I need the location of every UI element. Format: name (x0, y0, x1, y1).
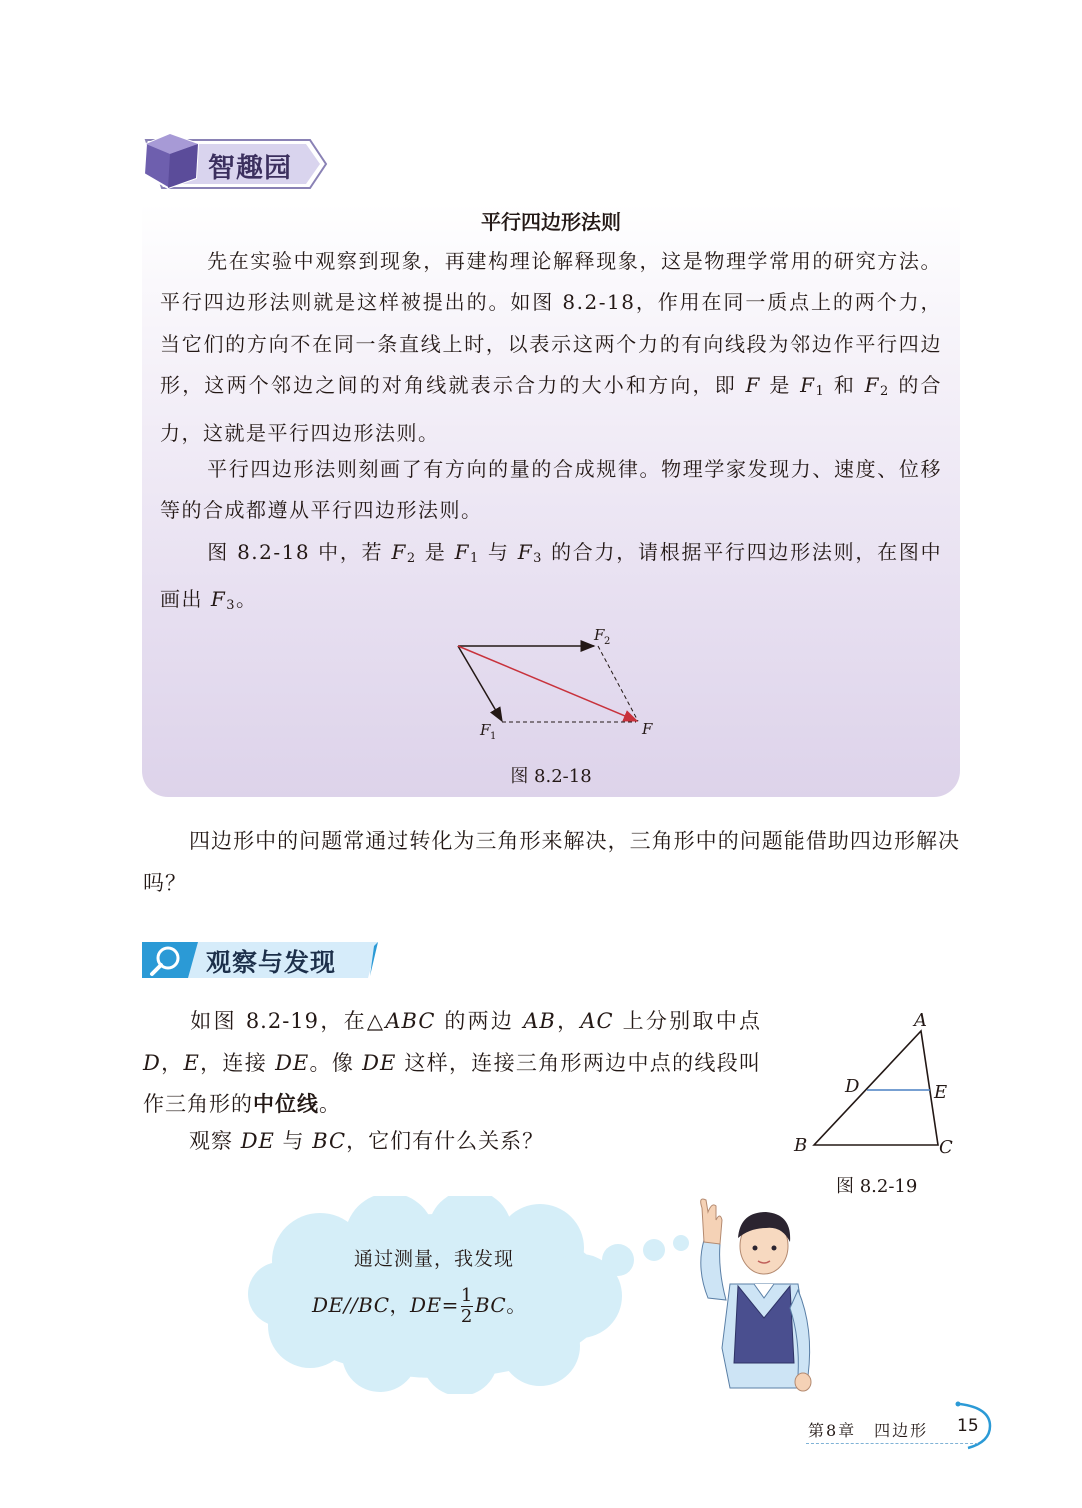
label-d: D (845, 1076, 860, 1097)
zqy-paragraph-3: 图 8.2-18 中，若 $F_2$ 是 $F_1$ 与 $F_3$ 的合力，请根据平行四边形法则，在图中画出 $F_3$。 (160, 540, 943, 614)
label-f1-sub: 1 (490, 731, 497, 742)
label-f2: F (594, 626, 605, 644)
observe-paragraph: 如图 8.2-19，在△ABC 的两边 AB，AC 上分别取中点 D，E，连接 DE。像 DE 这样，连接三角形两边中点的线段叫作三角形的中位线。 (143, 1009, 762, 1116)
label-e: E (934, 1082, 948, 1103)
dashed-side-right (598, 646, 638, 721)
student-illustration (690, 1198, 835, 1394)
vector-f1 (458, 646, 502, 721)
figure-8-2-19 (788, 1005, 960, 1160)
intro-paragraph: 四边形中的问题常通过转化为三角形来解决，三角形中的问题能借助四边形解决吗？ (143, 829, 960, 895)
cube-icon (144, 134, 198, 188)
label-c: C (939, 1137, 953, 1158)
cloud-text-line2: DE//BC，DE= $\frac{1}{2}$ BC。 (312, 1285, 527, 1327)
label-f: F (642, 720, 653, 738)
observe-question: 观察 DE 与 BC，它们有什么关系？ (189, 1129, 545, 1153)
triangle-abc (814, 1031, 938, 1145)
label-b: B (794, 1135, 808, 1156)
figure-caption-8-2-19: 图 8.2-19 (836, 1176, 918, 1197)
footer-divider (806, 1443, 978, 1444)
label-f1: F (480, 721, 491, 739)
figure-caption-8-2-18: 图 8.2-18 (510, 766, 592, 787)
fraction-one-half: $\frac{1}{2}$ (460, 1285, 473, 1327)
label-a: A (914, 1010, 927, 1031)
box-title: 平行四边形法则 (481, 210, 621, 234)
cloud-text-line1: 通过测量，我发现 (354, 1248, 515, 1270)
vector-f (458, 646, 637, 721)
section-header-zhiquyuan: 智趣园 (208, 153, 292, 184)
label-f2-sub: 2 (604, 636, 611, 647)
section-header-observe: 观察与发现 (206, 948, 337, 977)
footer-chapter-label: 第8章 四边形 (808, 1421, 929, 1440)
figure-8-2-18 (440, 620, 670, 745)
zqy-paragraph-2: 平行四边形法则刻画了有方向的量的合成规律。物理学家发现力、速度、位移等的合成都遵从平行四边形法则。 (160, 457, 942, 523)
zqy-paragraph-1: 先在实验中观察到现象，再建构理论解释现象，这是物理学常用的研究方法。平行四边形法则就是这样被提出的。如图 8.2-18，作用在同一质点上的两个力，当它们的方向不在同一条直线上时，以表示这两个力的有向线段为邻边作平行四边形，这两个邻边之间的对角线就表示合力的大小和方向，即 F 是 $F_1$ 和 $F_2$ 的合力，这就是平行四边形法则。 (160, 249, 943, 445)
page-number: 15 (957, 1416, 979, 1436)
